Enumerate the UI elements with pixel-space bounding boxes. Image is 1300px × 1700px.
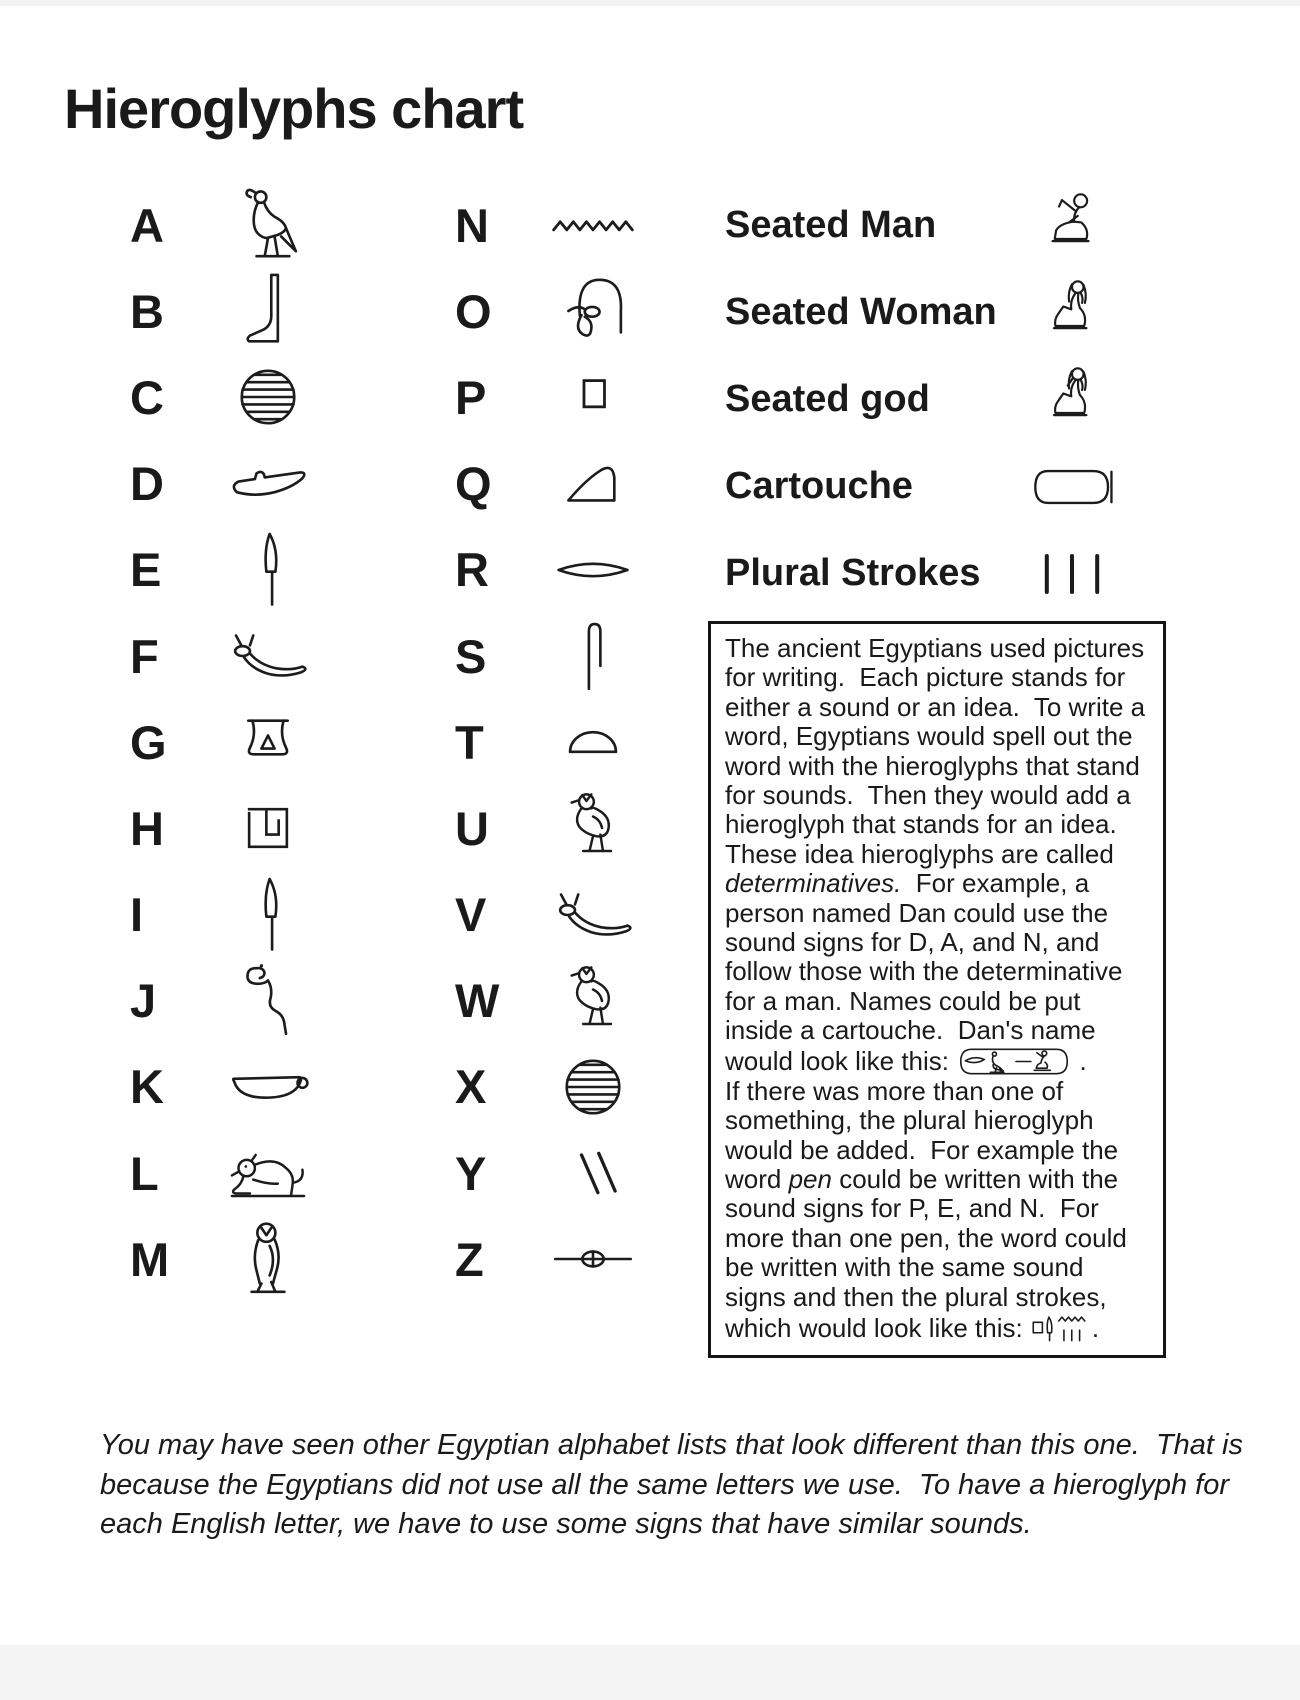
quail-chick-icon xyxy=(547,960,639,1042)
seated-man-icon xyxy=(1027,190,1117,262)
stool-icon xyxy=(547,356,639,438)
determinative-row-seated-man xyxy=(725,182,1118,269)
seated-god-icon xyxy=(1027,364,1117,436)
letter-label: W xyxy=(455,974,500,1028)
alphabet-row-P xyxy=(455,354,765,440)
glyph-cell xyxy=(1026,273,1118,353)
glyph-cell xyxy=(540,872,645,958)
letter-label: Y xyxy=(455,1146,487,1200)
footer-line: You may have seen other Egyptian alphabet lists that look different than this one. That is xyxy=(100,1429,1243,1461)
alphabet-row-E xyxy=(130,527,440,613)
quail-chick-icon xyxy=(547,787,639,869)
determinative-label: Seated Man xyxy=(725,204,937,246)
alphabet-row-G xyxy=(130,699,440,785)
horned-viper-icon xyxy=(222,615,314,697)
striped-circle-icon xyxy=(222,356,314,438)
determinative-label: Cartouche xyxy=(725,465,913,507)
box-text-line: would look like this: . xyxy=(725,1045,1087,1076)
glyph-cell xyxy=(1026,534,1118,614)
glyph-cell xyxy=(215,872,320,958)
reed-shelter-icon xyxy=(222,787,314,869)
letter-label: V xyxy=(455,888,487,942)
box-text-line: for writing. Each picture stands for xyxy=(725,662,1126,693)
glyph-cell xyxy=(215,958,320,1044)
box-text-line: would be added. For example the xyxy=(725,1134,1119,1165)
glyph-cell xyxy=(215,354,320,440)
box-text-line: follow those with the determinative xyxy=(725,956,1123,987)
letter-label: G xyxy=(130,715,167,769)
glyph-cell xyxy=(215,785,320,871)
glyph-cell xyxy=(540,441,645,527)
determinative-row-cartouche xyxy=(725,443,1118,530)
box-text-line: sound signs for P, E, and N. For xyxy=(725,1193,1099,1224)
glyph-cell xyxy=(1026,447,1118,527)
box-text-line: word pen could be written with the xyxy=(725,1163,1119,1194)
door-bolt-icon xyxy=(547,1218,639,1300)
determinative-row-plural-strokes xyxy=(725,530,1118,617)
letter-label: O xyxy=(455,284,492,338)
glyph-cell xyxy=(215,182,320,268)
letter-label: M xyxy=(130,1232,170,1286)
glyph-cell xyxy=(540,699,645,785)
folded-cloth-icon xyxy=(547,615,639,697)
glyph-cell xyxy=(215,268,320,354)
letter-label: J xyxy=(130,974,157,1028)
letter-label: C xyxy=(130,370,164,424)
glyph-cell xyxy=(540,1044,645,1130)
dan-name-cartouche-icon xyxy=(956,1046,1072,1077)
box-text-line: The ancient Egyptians used pictures xyxy=(725,633,1145,663)
letter-label: R xyxy=(455,543,489,597)
striped-circle-icon xyxy=(547,1046,639,1128)
reed-leaf-icon xyxy=(222,874,314,956)
box-text-line: for sounds. Then they would add a xyxy=(725,780,1131,811)
glyph-cell xyxy=(540,958,645,1044)
scan-edge-top xyxy=(0,0,1300,6)
horned-viper-icon xyxy=(547,874,639,956)
seated-woman-icon xyxy=(1027,277,1117,349)
letter-label: H xyxy=(130,801,164,855)
alphabet-row-J xyxy=(130,958,440,1044)
letter-label: S xyxy=(455,629,487,683)
box-text-line: more than one pen, the word could xyxy=(725,1222,1127,1253)
alphabet-row-I xyxy=(130,872,440,958)
letter-label: K xyxy=(130,1060,164,1114)
mouth-icon xyxy=(547,529,639,611)
glyph-cell xyxy=(215,1044,320,1130)
hand-icon xyxy=(222,443,314,525)
letter-label: X xyxy=(455,1060,487,1114)
glyph-cell xyxy=(215,1130,320,1216)
determinative-row-seated-god xyxy=(725,356,1118,443)
glyph-cell xyxy=(540,1216,645,1302)
alphabet-column-1 xyxy=(130,182,440,1302)
glyph-cell xyxy=(215,527,320,613)
letter-label: D xyxy=(130,457,164,511)
determinative-label: Plural Strokes xyxy=(725,552,981,594)
letter-label: B xyxy=(130,284,164,338)
box-text-line: word, Egyptians would spell out the xyxy=(725,721,1133,752)
plural-strokes-icon xyxy=(1027,538,1117,610)
letter-label: E xyxy=(130,543,162,597)
glyph-cell xyxy=(215,699,320,785)
box-text-line: These idea hieroglyphs are called xyxy=(725,838,1114,869)
alphabet-row-B xyxy=(130,268,440,354)
glyph-cell xyxy=(215,1216,320,1302)
letter-label: F xyxy=(130,629,159,683)
letter-label: P xyxy=(455,370,487,424)
page-title: Hieroglyphs chart xyxy=(64,76,524,140)
box-text-line: If there was more than one of xyxy=(725,1075,1064,1106)
footer-line: because the Egyptians did not use all the same letters we use. To have a hieroglyph for xyxy=(100,1468,1230,1501)
foot-icon xyxy=(222,270,314,352)
bread-loaf-icon xyxy=(547,701,639,783)
alphabet-row-K xyxy=(130,1044,440,1130)
alphabet-row-A xyxy=(130,182,440,268)
hill-slope-icon xyxy=(547,443,639,525)
glyph-cell xyxy=(215,441,320,527)
box-text-line: something, the plural hieroglyph xyxy=(725,1105,1094,1136)
letter-label: I xyxy=(130,888,144,942)
reed-leaf-icon xyxy=(222,529,314,611)
alphabet-row-F xyxy=(130,613,440,699)
owl-icon xyxy=(222,1218,314,1300)
double-stroke-icon xyxy=(547,1132,639,1214)
box-text-line: word with the hieroglyphs that stand xyxy=(725,750,1140,781)
glyph-cell xyxy=(1026,360,1118,440)
vulture-icon xyxy=(222,184,314,266)
box-text-line: determinatives. For example, a xyxy=(725,868,1090,899)
glyph-cell xyxy=(540,268,645,354)
determinative-label: Seated god xyxy=(725,378,930,420)
footer-note xyxy=(100,1426,1243,1545)
glyph-cell xyxy=(540,785,645,871)
water-ripple-icon xyxy=(547,184,639,266)
box-text-line: inside a cartouche. Dan's name xyxy=(725,1015,1096,1046)
lasso-icon xyxy=(547,270,639,352)
lion-icon xyxy=(222,1132,314,1214)
letter-label: Q xyxy=(455,457,492,511)
letter-label: A xyxy=(130,198,164,252)
glyph-cell xyxy=(540,527,645,613)
alphabet-row-H xyxy=(130,785,440,871)
alphabet-row-L xyxy=(130,1130,440,1216)
box-text-line: sound signs for D, A, and N, and xyxy=(725,927,1100,958)
box-text-line: hieroglyph that stands for an idea. xyxy=(725,809,1117,840)
alphabet-row-R xyxy=(455,527,765,613)
alphabet-row-D xyxy=(130,441,440,527)
letter-label: Z xyxy=(455,1232,484,1286)
glyph-cell xyxy=(540,1130,645,1216)
explanation-box xyxy=(708,621,1166,1358)
footer-line: each English letter, we have to use some signs that have similar sounds. xyxy=(100,1508,1032,1540)
box-text-line: either a sound or an idea. To write a xyxy=(725,691,1146,722)
letter-label: L xyxy=(130,1146,159,1200)
glyph-cell xyxy=(540,182,645,268)
basket-icon xyxy=(222,1046,314,1128)
pen-plural-strokes-icon xyxy=(1030,1312,1092,1347)
glyph-cell xyxy=(215,613,320,699)
alphabet-row-N xyxy=(455,182,765,268)
cobra-icon xyxy=(222,960,314,1042)
cartouche-icon xyxy=(1027,451,1117,523)
letter-label: U xyxy=(455,801,489,855)
determinatives-column xyxy=(725,182,1118,617)
jar-stand-icon xyxy=(222,701,314,783)
alphabet-row-C xyxy=(130,354,440,440)
box-text-line: person named Dan could use the xyxy=(725,897,1109,928)
box-text-line: signs and then the plural strokes, xyxy=(725,1281,1107,1312)
glyph-cell xyxy=(1026,186,1118,266)
alphabet-row-O xyxy=(455,268,765,354)
scan-edge-bottom xyxy=(0,1645,1300,1700)
box-text-line: be written with the same sound xyxy=(725,1252,1084,1283)
alphabet-row-Q xyxy=(455,441,765,527)
determinative-row-seated-woman xyxy=(725,269,1118,356)
glyph-cell xyxy=(540,354,645,440)
glyph-cell xyxy=(540,613,645,699)
letter-label: N xyxy=(455,198,489,252)
box-text-line: which would look like this: . xyxy=(725,1312,1149,1347)
box-text-line: for a man. Names could be put xyxy=(725,985,1081,1016)
determinative-label: Seated Woman xyxy=(725,291,997,333)
letter-label: T xyxy=(455,715,484,769)
alphabet-row-M xyxy=(130,1216,440,1302)
